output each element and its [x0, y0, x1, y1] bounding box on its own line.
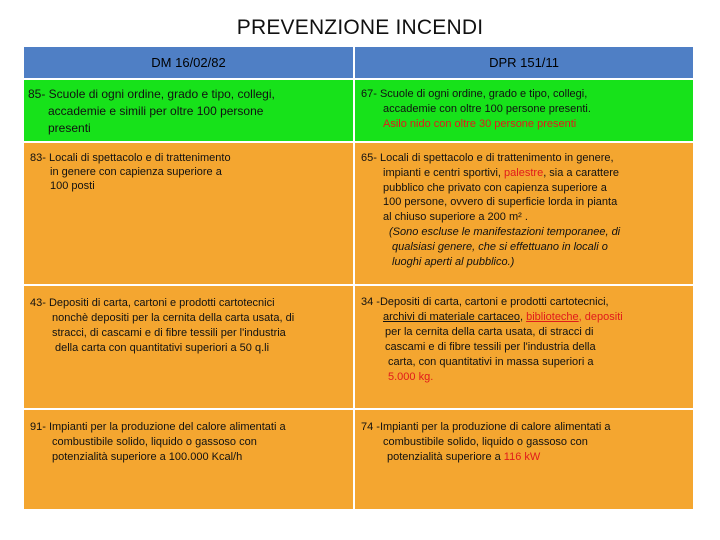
text-segment: , sia a carattere [543, 166, 620, 179]
comparison-table [23, 46, 694, 510]
cell-line: stracci, di cascami e di fibre tessili per l'industria [52, 327, 286, 339]
text-segment-red: , depositi [578, 311, 623, 323]
text-segment-red: palestre [504, 166, 544, 179]
text-segment-underline: archivi di materiale cartaceo [383, 311, 520, 323]
text-segment-red: biblioteche [526, 311, 579, 323]
text-segment-red: 116 kW [503, 451, 541, 463]
cell-line: accademie con oltre 100 persone presenti. [383, 103, 591, 115]
cell-line: 100 posti [50, 180, 95, 192]
header-dpr-151-11: DPR 151/11 [354, 46, 694, 79]
cell-line: 91- Impianti per la produzione del calore alimentati a [30, 421, 286, 433]
row-34-right-cell [354, 285, 694, 409]
text-segment: potenzialità superiore a [387, 451, 504, 463]
cell-line: al chiuso superiore a 200 m² . [383, 211, 528, 224]
row-91-left-cell [23, 409, 354, 510]
cell-line: carta, con quantitativi in massa superiori a [388, 356, 594, 368]
cell-line: 100 persone, ovvero di superficie lorda in pianta [383, 196, 618, 209]
cell-line: combustibile solido, liquido o gassoso con [52, 436, 257, 448]
page-title: PREVENZIONE INCENDI [236, 16, 484, 39]
cell-line: cascami e di fibre tessili per l'industria della [385, 341, 596, 353]
header-dm-16-02-82: DM 16/02/82 [23, 46, 354, 79]
text-segment: impianti e centri sportivi, [383, 166, 505, 179]
cell-line: 85- Scuole di ogni ordine, grado e tipo, collegi, [28, 87, 275, 101]
row-65-right-cell [354, 142, 694, 285]
row-85-left-cell [23, 79, 354, 142]
row-83-left-cell [23, 142, 354, 285]
cell-line: 67- Scuole di ogni ordine, grado e tipo, collegi, [361, 88, 588, 100]
cell-line: 74 -Impianti per la produzione di calore alimentati a [361, 421, 611, 433]
cell-line: 83- Locali di spettacolo e di trattenimento [30, 152, 231, 164]
cell-line: in genere con capienza superiore a [50, 166, 222, 178]
cell-line: 43- Depositi di carta, cartoni e prodotti cartotecnici [30, 297, 275, 309]
cell-line: 65- Locali di spettacolo e di trattenimento in genere, [361, 152, 614, 164]
cell-line-red: 5.000 kg. [388, 371, 434, 383]
cell-line [361, 310, 687, 325]
cell-line: nonchè depositi per la cernita della carta usata, di [52, 312, 295, 324]
cell-line: per la cernita della carta usata, di stracci di [385, 326, 594, 338]
cell-line: 34 -Depositi di carta, cartoni e prodotti cartotecnici, [361, 296, 609, 308]
row-74-right-cell [354, 409, 694, 510]
cell-line [361, 166, 687, 181]
row-43-left-cell [23, 285, 354, 409]
cell-line: accademie e simili per oltre 100 persone [48, 104, 264, 118]
cell-line: potenzialità superiore a 100.000 Kcal/h [52, 451, 243, 463]
cell-line [361, 450, 687, 465]
cell-line: combustibile solido, liquido o gassoso con [383, 436, 588, 448]
text-segment: , [519, 311, 527, 323]
cell-line: della carta con quantitativi superiori a 50 q.li [55, 342, 270, 354]
note-line: luoghi aperti al pubblico.) [392, 255, 515, 268]
note-line: (Sono escluse le manifestazioni temporanee, di [389, 225, 621, 238]
row-67-right-cell [354, 79, 694, 142]
cell-line: pubblico che privato con capienza superiore a [383, 181, 607, 194]
note-line: qualsiasi genere, che si effettuano in locali o [392, 240, 608, 253]
cell-line: presenti [48, 121, 91, 135]
cell-line-red: Asilo nido con oltre 30 persone presenti [383, 118, 577, 130]
